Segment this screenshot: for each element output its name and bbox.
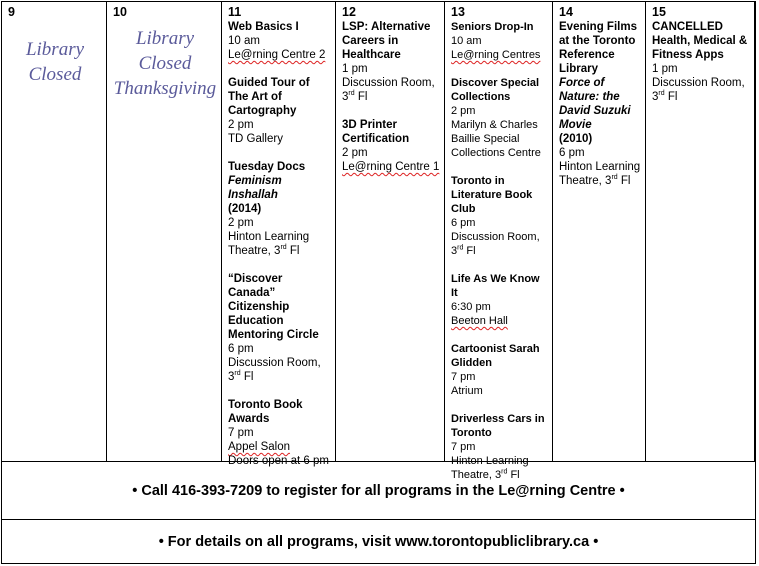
- day-number: 15: [652, 5, 666, 19]
- day-number: 14: [559, 5, 573, 19]
- event: “Discover Canada” Citizenship Education Mentoring Circle 6 pm Discussion Room, 3rd Fl: [228, 273, 321, 383]
- event: Toronto Book Awards 7 pm Appel Salon Doors open at 6 pm: [228, 399, 330, 467]
- event: Toronto in Literature Book Club 6 pm Discussion Room, 3rd Fl: [451, 175, 540, 257]
- event: Web Basics I 10 am Le@rning Centre 2: [228, 21, 326, 61]
- calendar-grid: [1, 1, 756, 564]
- day-number: 9: [8, 5, 15, 19]
- event: Driverless Cars in Toronto 7 pm Hinton Learning Theatre, 3rd Fl: [451, 413, 545, 481]
- day-number: 11: [228, 5, 242, 19]
- day-column-10: [107, 2, 222, 462]
- day-column-9: [2, 2, 107, 462]
- day-column-13: [445, 2, 553, 481]
- day-number: 10: [113, 5, 127, 19]
- closed-notice: Library Closed: [25, 39, 85, 85]
- day-column-14: [553, 2, 646, 462]
- event: Discover Special Collections 2 pm Marilyn & Charles Baillie Special Collections Centre: [451, 77, 541, 159]
- event: Guided Tour of The Art of Cartography 2 pm TD Gallery: [228, 77, 310, 145]
- day-number: 13: [451, 5, 465, 19]
- event: Life As We Know It 6:30 pm Beeton Hall: [451, 273, 540, 327]
- event: Evening Films at the Toronto Reference Library Force of Nature: the David Suzuki Movie (2010) 6 pm Hinton Learning Theatre, 3rd Fl: [559, 21, 641, 187]
- event: CANCELLED Health, Medical & Fitness Apps 1 pm Discussion Room, 3rd Fl: [652, 21, 748, 103]
- day-column-15: [646, 2, 755, 462]
- closed-notice: Library Closed Thanksgiving: [113, 28, 217, 99]
- event: Cartoonist Sarah Glidden 7 pm Atrium: [451, 343, 540, 397]
- day-number: 12: [342, 5, 356, 19]
- event: LSP: Alternative Careers in Healthcare 1 pm Discussion Room, 3rd Fl: [342, 21, 435, 103]
- day-column-11: [222, 2, 336, 467]
- details-footer: • For details on all programs, visit www.torontopubliclibrary.ca •: [2, 519, 755, 563]
- event: 3D Printer Certification 2 pm Le@rning Centre 1: [342, 119, 440, 173]
- register-footer: • Call 416-393-7209 to register for all programs in the Le@rning Centre •: [2, 461, 755, 519]
- event: Seniors Drop-In 10 am Le@rning Centres: [451, 21, 541, 61]
- event: Tuesday Docs Feminism Inshallah (2014) 2 pm Hinton Learning Theatre, 3rd Fl: [228, 161, 310, 257]
- day-column-12: [336, 2, 445, 462]
